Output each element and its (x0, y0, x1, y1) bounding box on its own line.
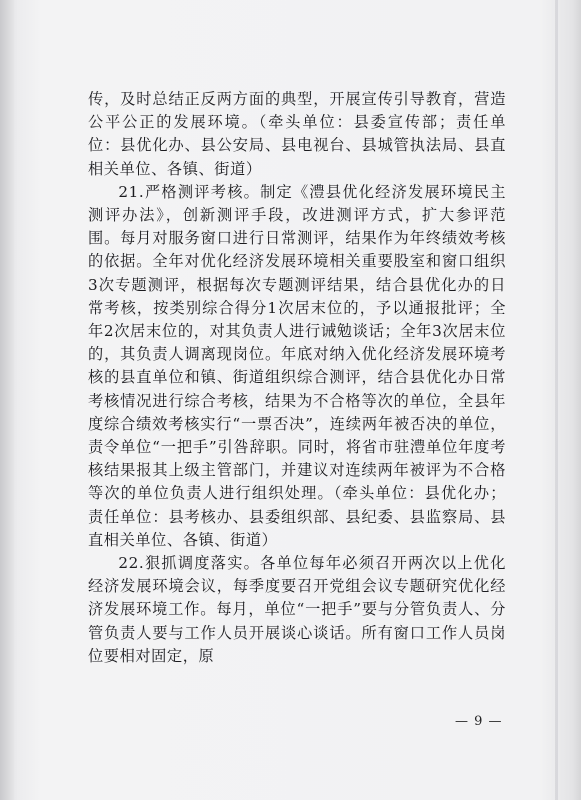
paragraph-21-strict-evaluation: 21.严格测评考核。制定《澧县优化经济发展环境民主测评办法》，创新测评手段，改进测评方式，扩大参评范围。每月对服务窗口进行日常测评，结果作为年终绩效考核的依据。全年对优化经济发展环境相关重要股室和窗口组织3次专题测评，根据每次专题测评结果，结合县优化办的日常考核，按类别综合得分1次居末位的，予以通报批评；全年2次居末位的，对其负责人进行诫勉谈话；全年3次居末位的，其负责人调离现岗位。年底对纳入优化经济发展环境考核的县直单位和镇、街道组织综合测评，结合县优化办日常考核情况进行综合考核，结果为不合格等次的单位，全县年度综合绩效考核实行“一票否决”，连续两年被否决的单位，责令单位“一把手”引咎辞职。同时，将省市驻澧单位年度考核结果报其上级主管部门，并建议对连续两年被评为不合格等次的单位负责人进行组织处理。（牵头单位：县优化办；责任单位：县考核办、县委组织部、县纪委、县监察局、县直相关单位、各镇、街道） (88, 182, 506, 549)
page-number: — 9 — (455, 714, 503, 729)
document-body (88, 88, 506, 668)
page-crease (555, 0, 558, 800)
paragraph-continuation: 传，及时总结正反两方面的典型，开展宣传引导教育，营造公平公正的发展环境。（牵头单位：县委宣传部；责任单位：县优化办、县公安局、县电视台、县城管执法局、县直相关单位、各镇、街道） (88, 90, 506, 178)
paragraph-22-scheduling-implementation: 22.狠抓调度落实。各单位每年必须召开两次以上优化经济发展环境会议，每季度要召开党组会议专题研究优化经济发展环境工作。每月，单位“一把手”要与分管负责人、分管负责人要与工作人员开展谈心谈话。所有窗口工作人员岗位要相对固定，原 (88, 554, 506, 665)
page-left-edge (0, 0, 14, 800)
